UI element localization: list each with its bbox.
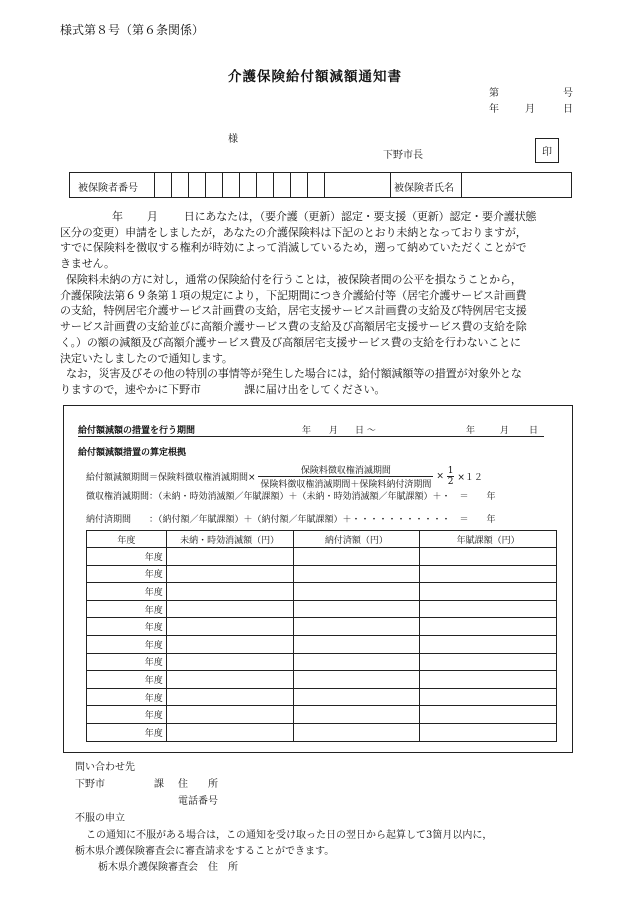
amount-cell <box>293 688 420 706</box>
table-row <box>87 706 557 724</box>
table-row <box>87 723 557 741</box>
notice-paragraph-1 <box>60 209 575 272</box>
seal-label: 印 <box>542 147 552 158</box>
para2-line: の支給，特例居宅介護サービス計画費の支給，居宅支援サービス計画費の支給及び特例居宅支援 <box>60 304 527 318</box>
insured-info-row <box>69 172 572 198</box>
amount-cell <box>166 565 293 583</box>
table-row <box>87 583 557 601</box>
para2-line: 決定いたしましたので通知します。 <box>60 351 233 365</box>
contact-ka: 課 <box>154 779 164 790</box>
formula-fraction <box>258 463 433 490</box>
document-title: 介護保険給付額減額通知書 <box>228 69 402 85</box>
para1-line: 区分の変更）申請をしましたが，あなたの介護保険料は下記のとおり未納となっておりますが， <box>60 225 527 239</box>
notice-paragraph-2 <box>60 272 575 366</box>
amount-cell <box>293 600 420 618</box>
doc-no-prefix: 第 <box>489 88 499 99</box>
period-year-2: 年 <box>466 426 476 436</box>
table-row <box>87 671 557 689</box>
appeal-line-2: 栃木県介護保険審査会に審査請求をすることができます。 <box>75 846 335 857</box>
para2-line: サービス計画費の支給並びに高額介護サービス費の支給及び高額居宅支援サービス費の支給を除 <box>60 320 527 334</box>
insured-name-label: 被保険者氏名 <box>394 183 454 194</box>
amount-cell <box>166 671 293 689</box>
col-header-paid: 納付済額（円） <box>293 531 420 548</box>
period-month-2: 月 <box>500 426 510 436</box>
formula-half-numerator: 1 <box>447 466 454 476</box>
year-cell: 年度 <box>87 583 167 601</box>
amount-cell <box>420 653 557 671</box>
amount-cell <box>420 565 557 583</box>
appeal-line-3: 栃木県介護保険審査会 住 所 <box>98 862 238 873</box>
amount-cell <box>420 688 557 706</box>
insured-number-label: 被保険者番号 <box>78 183 138 194</box>
table-row <box>87 618 557 636</box>
para1-line: すでに保険料を徴収する権利が時効によって消滅しているため，遡って納めていただくことがで <box>60 241 527 255</box>
formula-denominator: 保険料徴収権消滅期間＋保険料納付済期間 <box>260 480 432 490</box>
date-month: 月 <box>525 104 535 115</box>
addressee-suffix: 様 <box>228 134 238 145</box>
para1-lead-text: 日にあなたは，（要介護（更新）認定・要支援（更新）認定・要介護状態 <box>183 210 537 223</box>
amount-cell <box>420 723 557 741</box>
formula-times: × <box>436 471 444 482</box>
period-month-1: 月 <box>329 426 339 436</box>
table-row <box>87 548 557 566</box>
amount-cell <box>420 583 557 601</box>
calculation-box <box>63 405 573 753</box>
contact-city: 下野市 <box>75 779 105 790</box>
amount-cell <box>293 723 420 741</box>
amount-cell <box>420 548 557 566</box>
table-row <box>87 565 557 583</box>
formula-tail: ×１２ <box>457 473 483 483</box>
amount-cell <box>166 548 293 566</box>
table-row <box>87 688 557 706</box>
amount-cell <box>420 618 557 636</box>
calc-basis-label: 給付額減額措置の算定根拠 <box>78 448 187 458</box>
year-cell: 年度 <box>87 618 167 636</box>
year-cell: 年度 <box>87 688 167 706</box>
formula-half-denominator: 2 <box>447 477 454 487</box>
year-cell: 年度 <box>87 706 167 724</box>
form-number: 様式第８号（第６条関係） <box>60 23 205 37</box>
amount-cell <box>293 565 420 583</box>
para3-line: りますので，速やかに下野市 課に届け出をしてください。 <box>60 382 386 396</box>
amount-cell <box>166 653 293 671</box>
amount-cell <box>166 583 293 601</box>
amount-cell <box>166 618 293 636</box>
para2-line: く。）の額の減額及び高額介護サービス費及び高額居宅支援サービス費の支給を行わないことに <box>60 335 521 349</box>
date-year: 年 <box>489 104 499 115</box>
amount-cell <box>420 671 557 689</box>
date-day: 日 <box>563 104 573 115</box>
seal-box <box>535 138 559 163</box>
table-row <box>87 635 557 653</box>
doc-no-suffix: 号 <box>563 88 573 99</box>
year-cell: 年度 <box>87 600 167 618</box>
year-cell: 年度 <box>87 565 167 583</box>
notice-paragraph-3 <box>60 366 575 397</box>
para1-month: 月 <box>146 210 158 223</box>
table-row <box>87 653 557 671</box>
contact-address-label: 住 所 <box>178 779 218 790</box>
appeal-line-1: この通知に不服がある場合は，この通知を受け取った日の翌日から起算して3箇月以内に， <box>86 830 493 841</box>
year-cell: 年度 <box>87 635 167 653</box>
paid-period-line: 納付済期間 ：（納付額／年賦課額）＋（納付額／年賦課額）＋・・・・・・・・・・・ ＝ 年 <box>86 515 496 525</box>
fiscal-year-table <box>86 530 557 742</box>
year-cell: 年度 <box>87 548 167 566</box>
amount-cell <box>166 600 293 618</box>
amount-cell <box>293 548 420 566</box>
para2-line: 介護保険法第６９条第１項の規定により，下記期間につき介護給付等（居宅介護サービス計画費 <box>60 288 527 302</box>
amount-cell <box>293 653 420 671</box>
amount-cell <box>166 688 293 706</box>
col-header-unpaid: 未納・時効消滅額（円） <box>166 531 293 548</box>
period-label: 給付額減額の措置を行う期間 <box>78 426 196 436</box>
year-cell: 年度 <box>87 653 167 671</box>
table-row <box>87 600 557 618</box>
period-day-2: 日 <box>529 426 539 436</box>
para1-year: 年 <box>112 210 123 223</box>
amount-cell <box>420 706 557 724</box>
amount-cell <box>293 706 420 724</box>
extinguished-period-line: 徴収権消滅期間：（未納・時効消滅額／年賦課額）＋（未納・時効消滅額／年賦課額）＋・ ＝ 年 <box>86 492 496 502</box>
formula-lhs: 給付額減額期間＝保険料徴収権消滅期間× <box>86 473 256 483</box>
amount-cell <box>166 706 293 724</box>
amount-cell <box>166 723 293 741</box>
amount-cell <box>293 618 420 636</box>
amount-cell <box>166 635 293 653</box>
period-day-1: 日 ～ <box>355 426 376 436</box>
amount-cell <box>293 635 420 653</box>
col-header-annual: 年賦課額（円） <box>420 531 557 548</box>
amount-cell <box>420 635 557 653</box>
year-cell: 年度 <box>87 723 167 741</box>
year-cell: 年度 <box>87 671 167 689</box>
amount-cell <box>293 583 420 601</box>
formula-numerator: 保険料徴収権消滅期間 <box>258 463 433 477</box>
contact-heading: 問い合わせ先 <box>75 762 135 773</box>
formula-line <box>86 463 483 490</box>
col-header-year: 年度 <box>87 531 167 548</box>
amount-cell <box>420 600 557 618</box>
para3-line: なお，災害及びその他の特別の事情等が発生した場合には，給付額減額等の措置が対象外とな <box>66 367 522 380</box>
formula-half <box>447 466 455 487</box>
appeal-heading: 不服の申立 <box>75 813 125 824</box>
amount-cell <box>293 671 420 689</box>
period-year-1: 年 <box>302 426 312 436</box>
contact-phone-label: 電話番号 <box>178 796 218 807</box>
para2-line: 保険料未納の方に対し，通常の保険給付を行うことは，被保険者間の公平を損なうことから， <box>66 273 522 286</box>
period-underline <box>78 436 544 437</box>
para1-line: きません。 <box>60 257 115 271</box>
issuer-name: 下野市長 <box>383 150 423 161</box>
